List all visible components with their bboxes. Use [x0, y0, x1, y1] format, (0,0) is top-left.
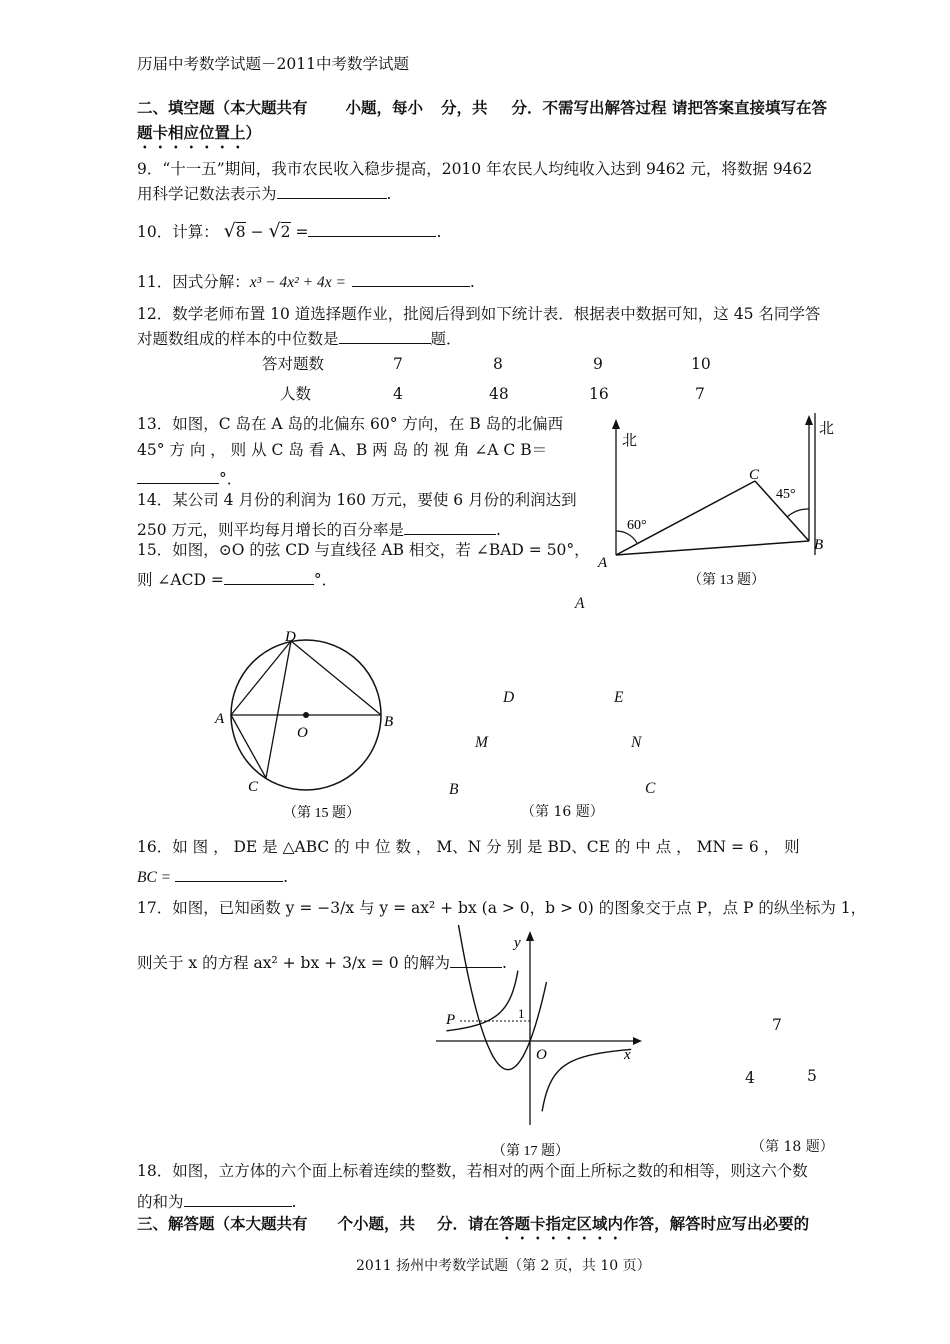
q18-text-line2: 的和为 [137, 1193, 184, 1211]
page-header: 历届中考数学试题－2011中考数学试题 [137, 55, 409, 73]
q11-expression: x³ − 4x² + 4x = [249, 274, 346, 291]
q16-text-line2: BC = [137, 869, 172, 886]
section-3-mid1: 个小题，共 [337, 1214, 416, 1233]
hyperbola-branch-left [446, 971, 518, 1031]
hyperbola-branch-right [542, 1049, 631, 1111]
q12-answer-blank[interactable] [339, 327, 431, 344]
angle-arc-45 [787, 509, 809, 517]
chord-dc [266, 641, 291, 778]
q18-end: . [291, 1193, 297, 1211]
arrow-head-icon [612, 419, 620, 429]
q15-line1: 15．如图，⊙O 的弦 CD 与直线径 AB 相交，若 ∠BAD = 50°， [137, 541, 590, 559]
section-3-dotted: 答题卡指定区域内 [499, 1214, 624, 1233]
table-cell: 9 [593, 355, 603, 373]
figure-15 [205, 625, 415, 825]
point-d-label: D [503, 689, 515, 706]
q9-text-line1: 9．“十一五”期间，我市农民收入稳步提高，2010 年农民人均纯收入达到 9462 元，将数据 9462 [137, 160, 813, 178]
figure-17 [430, 925, 650, 1165]
parabola-curve [459, 925, 547, 1070]
section-2-title: 二、填空题（本大题共有 [137, 98, 308, 117]
q14-line1: 14．某公司 4 月份的利润为 160 万元，要使 6 月份的利润达到 [137, 491, 577, 509]
section-2-mid3: 分．不需写出解答过程 [511, 98, 667, 117]
q15-answer-blank[interactable] [224, 568, 314, 585]
q16-end: . [283, 868, 289, 886]
q16-line2 [137, 865, 288, 886]
point-n-label: N [631, 734, 642, 751]
section-2-close: ） [245, 123, 262, 142]
center-point [303, 712, 309, 718]
section-3-heading [137, 1214, 809, 1243]
section-3-title: 三、解答题（本大题共有 [137, 1214, 308, 1233]
table-row2-label: 人数 [280, 385, 312, 403]
q15-text-line2: 则 ∠ACD = [137, 571, 224, 589]
table-cell: 16 [589, 385, 609, 403]
point-a-label: A [598, 555, 608, 571]
q9-end: . [386, 185, 392, 203]
q13-line2: 45° 方 向 ， 则 从 C 岛 看 A、B 两 岛 的 视 角 ∠A C B＝ [137, 441, 548, 459]
q14-line2 [137, 518, 501, 539]
figure-16-caption: （第 16 题） [521, 804, 604, 820]
point-p-label: P [446, 1012, 456, 1028]
figure-13-caption: （第 13 题） [688, 573, 765, 588]
figure-18-caption: （第 18 题） [751, 1139, 834, 1155]
point-c-label: C [645, 780, 656, 797]
q14-text-line2: 250 万元，则平均每月增长的百分率是 [137, 521, 405, 539]
point-b-label: B [449, 781, 459, 798]
question-12 [137, 302, 862, 352]
q10-answer-blank[interactable] [308, 220, 436, 237]
section-2-instruction: 请把答案直接填写在答 [671, 98, 827, 117]
table-cell: 4 [393, 385, 403, 403]
q16-line1: 16．如 图 ， DE 是 △ABC 的 中 位 数 ， M、N 分 别 是 BD、CE 的 中 点 ， MN = 6 ， 则 [137, 838, 800, 856]
q17-text-line2: 则关于 x 的方程 ax² + bx + 3/x = 0 的解为 [137, 954, 451, 972]
q15-line2 [137, 568, 337, 589]
q10-radicand-b: 2 [280, 223, 291, 241]
q12-text-line2: 对题数组成的样本的中位数是 [137, 330, 339, 348]
q11-number: 11．因式分解： [137, 273, 250, 291]
q17-line1: 17．如图，已知函数 y = −3/x 与 y = ax² + bx (a > 0，b > 0) 的图象交于点 P，点 P 的纵坐标为 1， [137, 899, 867, 917]
table-row1-label: 答对题数 [262, 355, 325, 373]
q14-answer-blank[interactable] [404, 518, 496, 535]
q13-line3 [137, 467, 242, 488]
q18-answer-blank[interactable] [184, 1190, 292, 1207]
q10-equals: = [295, 223, 309, 241]
table-cell: 7 [393, 355, 403, 373]
north-label-a: 北 [622, 433, 638, 449]
point-o-label: O [297, 725, 308, 741]
point-a-label: A [575, 595, 585, 612]
q15-end: °． [313, 571, 338, 589]
sqrt-sign-icon: √ [223, 220, 236, 242]
section-2-mid2: 分，共 [441, 98, 488, 117]
q13-answer-blank[interactable] [137, 467, 219, 484]
q12-end: 题． [430, 330, 462, 348]
point-c-label: C [248, 779, 259, 795]
table-cell: 10 [691, 355, 711, 373]
q12-text-line1: 12．数学老师布置 10 道选择题作业，批阅后得到如下统计表．根据表中数据可知，这 45 名同学答 [137, 305, 821, 323]
q17-end: . [502, 954, 507, 972]
point-b-label: B [814, 537, 824, 553]
figure-17-caption: （第 17 题） [492, 1144, 569, 1159]
angle-60-label: 60° [627, 518, 647, 533]
point-a-label: A [215, 711, 225, 727]
y-axis-label: y [514, 935, 521, 951]
q11-answer-blank[interactable] [352, 270, 470, 287]
q10-minus: − [250, 223, 264, 241]
q13-line1: 13．如图，C 岛在 A 岛的北偏东 60° 方向，在 B 岛的北偏西 [137, 415, 564, 433]
section-3-rest: 作答，解答时应写出必要的 [623, 1214, 810, 1233]
point-d-label: D [285, 629, 296, 645]
segment-ac [231, 715, 266, 778]
angle-45-label: 45° [776, 487, 796, 502]
origin-label: O [536, 1047, 547, 1063]
y-arrow-icon [526, 931, 534, 941]
segment-ab [616, 541, 809, 555]
q10-radicand-a: 8 [235, 223, 246, 241]
q11-end: . [469, 273, 475, 291]
q9-text-line2: 用科学记数法表示为 [137, 185, 277, 203]
q14-end: . [496, 521, 501, 539]
table-cell: 8 [493, 355, 503, 373]
arrow-head-icon [805, 415, 813, 425]
q18-line1: 18．如图，立方体的六个面上标着连续的整数，若相对的两个面上所标之数的和相等，则这六个数 [137, 1162, 808, 1180]
sqrt-sign-icon: √ [268, 220, 281, 242]
point-m-label: M [475, 734, 488, 751]
point-e-label: E [614, 689, 624, 706]
page-footer: 2011 扬州中考数学试题（第 2 页，共 10 页） [356, 1258, 651, 1274]
q13-end: °． [219, 470, 243, 488]
question-10 [137, 220, 441, 241]
section-2-mid1: 小题，每小 [345, 98, 424, 117]
q10-number: 10．计算： [137, 223, 219, 241]
table-cell: 7 [695, 385, 705, 403]
table-cell: 48 [489, 385, 509, 403]
cube-face-4: 4 [745, 1069, 755, 1087]
question-11 [137, 270, 475, 291]
section-3-mid2: 分．请在 [437, 1214, 500, 1233]
question-9 [137, 157, 862, 207]
cube-face-5: 5 [807, 1067, 817, 1085]
q10-end: . [436, 223, 442, 241]
q9-answer-blank[interactable] [277, 182, 387, 199]
figure-15-caption: （第 15 题） [283, 806, 360, 821]
x-arrow-icon [633, 1037, 642, 1045]
section-2-heading [137, 95, 862, 152]
q16-answer-blank[interactable] [175, 865, 283, 882]
tick-1-label: 1 [518, 1006, 525, 1021]
q18-line2 [137, 1190, 296, 1211]
section-2-instruction-dotted: 题卡相应位置上 [137, 123, 246, 142]
point-c-label: C [749, 467, 760, 483]
segment-db [291, 641, 381, 715]
x-axis-label: x [624, 1047, 631, 1063]
cube-face-7: 7 [772, 1016, 782, 1034]
figure-13 [590, 405, 850, 595]
north-label-b: 北 [819, 421, 835, 437]
point-b-label: B [384, 714, 394, 730]
